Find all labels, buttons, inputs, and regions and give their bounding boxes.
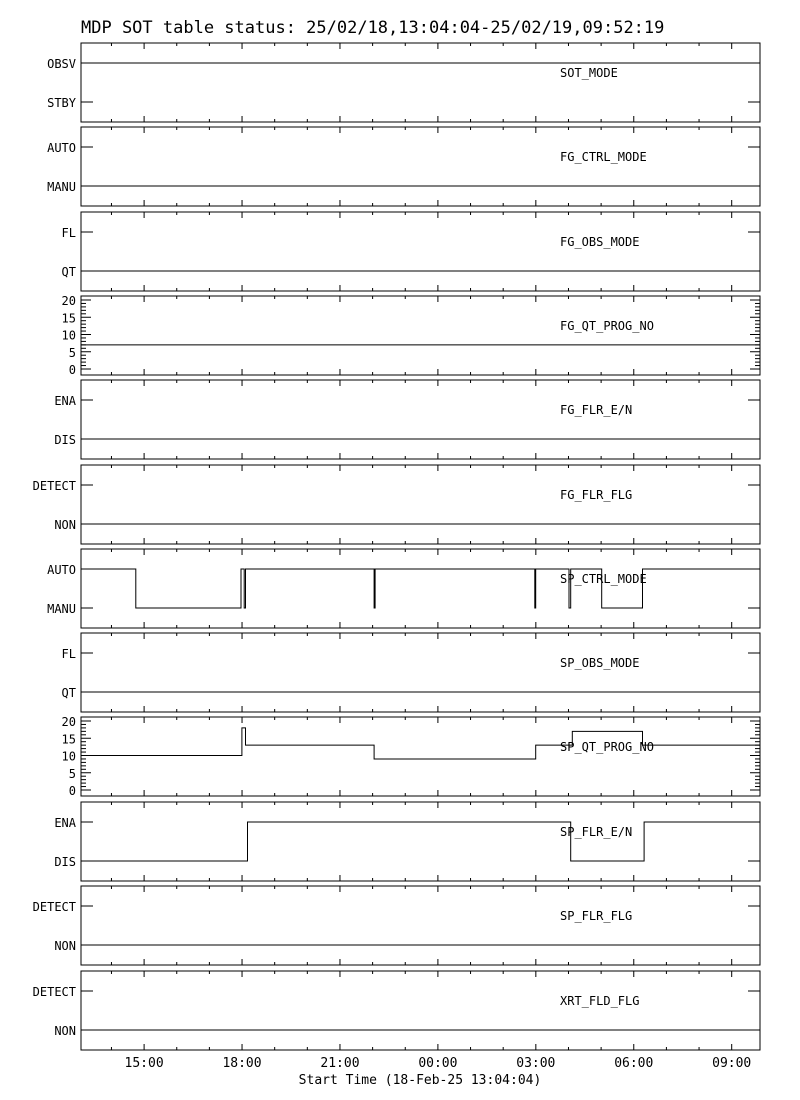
y-tick-label-fg-qt-prog-no: 20 [61,294,76,308]
panel-frame-fg-ctrl-mode [81,127,760,206]
panel-frame-sot-mode [81,43,760,122]
x-tick-label: 09:00 [712,1056,752,1071]
panel-label-fg-flr-e-n: FG_FLR_E/N [560,403,633,417]
y-tick-label-sp-flr-e-n: DIS [54,855,76,869]
y-tick-label-xrt-fld-flg: DETECT [32,985,76,999]
y-tick-label-sp-ctrl-mode: MANU [47,602,76,616]
series-line-sp-qt-prog-no [81,728,760,759]
y-tick-label-fg-qt-prog-no: 0 [68,363,76,377]
panel-frame-fg-flr-e-n [81,380,760,459]
y-tick-label-sp-qt-prog-no: 0 [68,784,76,798]
y-tick-label-sp-flr-flg: DETECT [32,900,76,914]
y-tick-label-fg-qt-prog-no: 10 [61,328,76,343]
y-tick-label-sp-obs-mode: FL [61,647,76,661]
y-tick-label-sp-qt-prog-no: 10 [61,749,76,764]
x-tick-label: 03:00 [516,1056,556,1071]
y-tick-label-fg-obs-mode: QT [61,265,76,279]
panel-frame-fg-qt-prog-no [81,296,760,375]
panel-label-sp-ctrl-mode: SP_CTRL_MODE [560,572,647,586]
y-tick-label-fg-qt-prog-no: 15 [61,311,76,326]
y-tick-label-fg-flr-flg: NON [54,518,76,532]
panel-frame-sp-flr-e-n [81,802,760,881]
panel-frame-fg-flr-flg [81,465,760,544]
y-tick-label-fg-ctrl-mode: MANU [47,180,76,194]
panel-label-sp-qt-prog-no: SP_QT_PROG_NO [560,740,654,754]
y-tick-label-sp-flr-flg: NON [54,939,76,953]
y-tick-label-sot-mode: OBSV [47,57,76,71]
panel-frame-xrt-fld-flg [81,971,760,1050]
panel-label-fg-obs-mode: FG_OBS_MODE [560,235,640,249]
x-tick-label: 00:00 [418,1056,458,1071]
x-tick-label: 15:00 [124,1056,164,1071]
y-tick-label-xrt-fld-flg: NON [54,1024,76,1038]
x-tick-label: 21:00 [320,1056,360,1071]
x-axis-label: Start Time (18-Feb-25 13:04:04) [298,1073,542,1088]
panel-label-sot-mode: SOT_MODE [560,66,618,80]
panel-frame-fg-obs-mode [81,212,760,291]
y-tick-label-sp-flr-e-n: ENA [54,816,76,830]
x-tick-label: 06:00 [614,1056,654,1071]
panel-frame-sp-obs-mode [81,633,760,712]
y-tick-label-sp-ctrl-mode: AUTO [47,563,76,577]
series-line-sp-flr-e-n [81,822,760,861]
panel-label-sp-flr-e-n: SP_FLR_E/N [560,825,633,839]
y-tick-label-fg-flr-e-n: DIS [54,433,76,447]
y-tick-label-fg-obs-mode: FL [61,226,76,240]
panel-label-fg-ctrl-mode: FG_CTRL_MODE [560,150,647,164]
y-tick-label-fg-qt-prog-no: 5 [68,345,76,360]
y-tick-label-fg-ctrl-mode: AUTO [47,141,76,155]
panel-label-fg-flr-flg: FG_FLR_FLG [560,488,633,502]
series-line-sp-ctrl-mode [81,569,760,608]
y-tick-label-fg-flr-flg: DETECT [32,479,76,493]
panel-frame-sp-ctrl-mode [81,549,760,628]
y-tick-label-sot-mode: STBY [47,96,76,110]
x-tick-label: 18:00 [222,1056,262,1071]
y-tick-label-sp-qt-prog-no: 15 [61,732,76,747]
y-tick-label-sp-qt-prog-no: 20 [61,715,76,729]
panel-frame-sp-qt-prog-no [81,717,760,796]
panel-label-fg-qt-prog-no: FG_QT_PROG_NO [560,319,654,333]
y-tick-label-fg-flr-e-n: ENA [54,394,76,408]
panel-label-sp-flr-flg: SP_FLR_FLG [560,909,633,923]
panel-frame-sp-flr-flg [81,886,760,965]
panel-label-sp-obs-mode: SP_OBS_MODE [560,656,640,670]
panel-label-xrt-fld-flg: XRT_FLD_FLG [560,994,640,1008]
y-tick-label-sp-qt-prog-no: 5 [68,766,76,781]
y-tick-label-sp-obs-mode: QT [61,686,76,700]
chart-title: MDP SOT table status: 25/02/18,13:04:04-25/02/19,09:52:19 [81,18,665,38]
